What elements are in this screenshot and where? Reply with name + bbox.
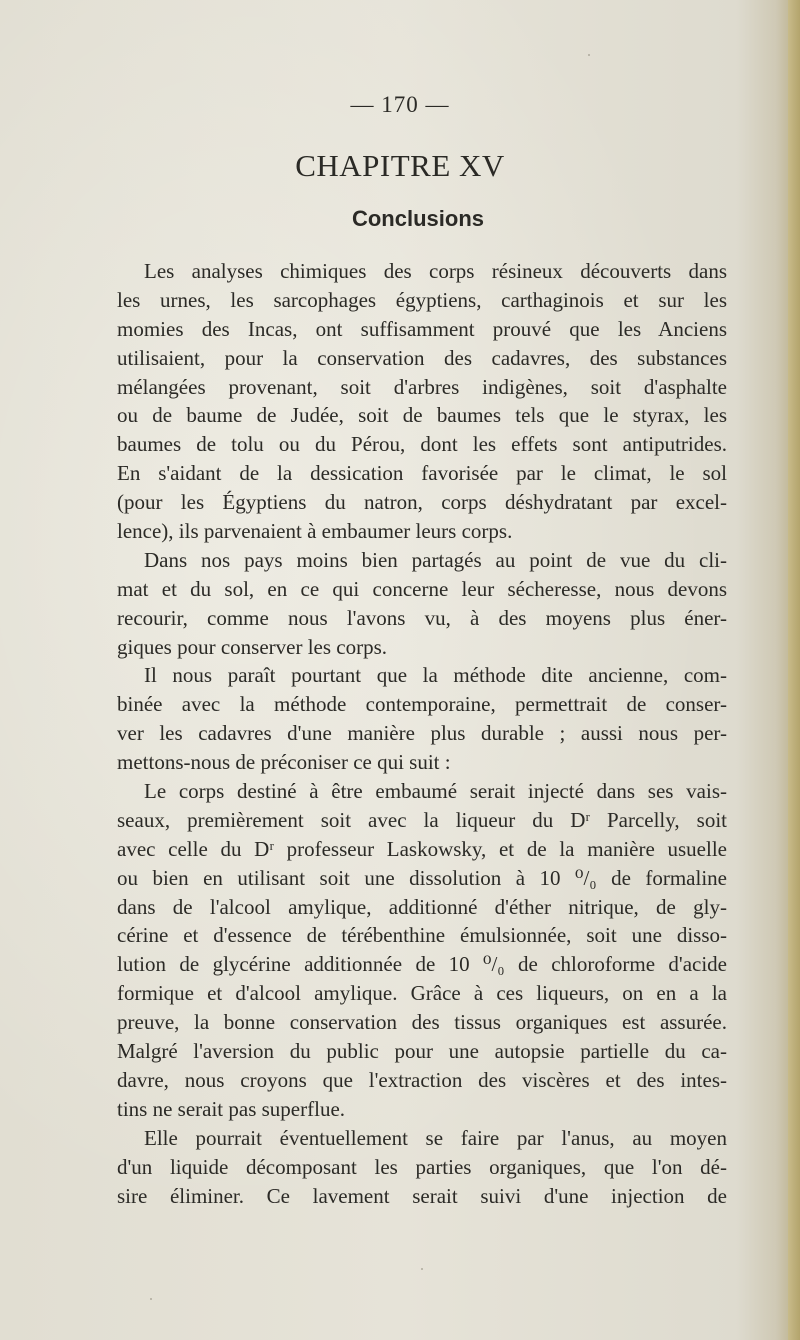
text-line: ver les cadavres d'une manière plus durable ; aussi nous per- — [117, 721, 727, 746]
text-line: Les analyses chimiques des corps résineux découverts dans — [144, 259, 727, 283]
text-line: ou de baume de Judée, soit de baumes tels que le styrax, les — [117, 403, 727, 428]
text-line: cérine et d'essence de térébenthine émulsionnée, soit une disso- — [117, 923, 727, 948]
text-line: utilisaient, pour la conservation des cadavres, des substances — [117, 345, 727, 370]
text-line: Dans nos pays moins bien partagés au point de vue du cli- — [144, 547, 727, 572]
text-line: (pour les Égyptiens du natron, corps déshydratant par excel- — [117, 490, 727, 515]
text-line: binée avec la méthode contemporaine, permettrait de conser- — [117, 692, 727, 717]
text-line: seaux, premièrement soit avec la liqueur du Dʳ Parcelly, soit — [117, 807, 727, 832]
text-line: sire éliminer. Ce lavement serait suivi d'une injection de — [117, 1183, 727, 1208]
text-line: mélangées provenant, soit d'arbres indigènes, soit d'asphalte — [117, 374, 727, 399]
text-line: Le corps destiné à être embaumé serait injecté dans ses vais- — [144, 779, 727, 804]
text-line: recourir, comme nous l'avons vu, à des moyens plus éner- — [117, 605, 727, 630]
text-line: davre, nous croyons que l'extraction des viscères et des intes- — [117, 1067, 727, 1092]
page-number: — 170 — — [350, 92, 450, 117]
text-line: lution de glycérine additionnée de 10 ⁰/₀ de chloroforme d'acide — [117, 952, 727, 977]
text-line: lence), ils parvenaient à embaumer leurs corps. — [117, 519, 513, 544]
text-line: tins ne serait pas superflue. — [117, 1096, 346, 1121]
text-line: preuve, la bonne conservation des tissus organiques est assurée. — [117, 1010, 727, 1035]
page-edge-shadow — [788, 0, 800, 1340]
paper-speck — [150, 1298, 152, 1300]
text-line: d'un liquide décomposant les parties organiques, que l'on dé- — [117, 1154, 727, 1179]
paper-speck — [588, 54, 590, 56]
text-line: mat et du sol, en ce qui concerne leur sécheresse, nous devons — [117, 576, 727, 601]
body-text — [117, 257, 727, 1210]
text-line: Il nous paraît pourtant que la méthode dite ancienne, com- — [144, 663, 727, 688]
text-line: les urnes, les sarcophages égyptiens, carthaginois et sur les — [117, 287, 727, 312]
text-line: momies des Incas, ont suffisamment prouvé que les Anciens — [117, 316, 727, 341]
text-line: En s'aidant de la dessication favorisée par le climat, le sol — [117, 461, 727, 486]
section-title: Conclusions — [351, 206, 484, 231]
text-line: formique et d'alcool amylique. Grâce à ces liqueurs, on en a la — [117, 981, 727, 1006]
text-line: dans de l'alcool amylique, additionné d'éther nitrique, de gly- — [117, 894, 727, 919]
text-line: ou bien en utilisant soit une dissolution à 10 ⁰/₀ de formaline — [117, 865, 727, 890]
text-line: Malgré l'aversion du public pour une autopsie partielle du ca- — [117, 1039, 727, 1064]
text-line: baumes de tolu ou du Pérou, dont les effets sont antiputrides. — [117, 432, 727, 457]
text-line: giques pour conserver les corps. — [117, 634, 388, 659]
chapter-title: CHAPITRE XV — [295, 148, 505, 183]
text-line: avec celle du Dʳ professeur Laskowsky, et de la manière usuelle — [117, 836, 727, 861]
text-line: mettons-nous de préconiser ce qui suit : — [117, 750, 451, 775]
text-line: Elle pourrait éventuellement se faire par l'anus, au moyen — [144, 1125, 727, 1150]
paper-speck — [421, 1268, 423, 1270]
